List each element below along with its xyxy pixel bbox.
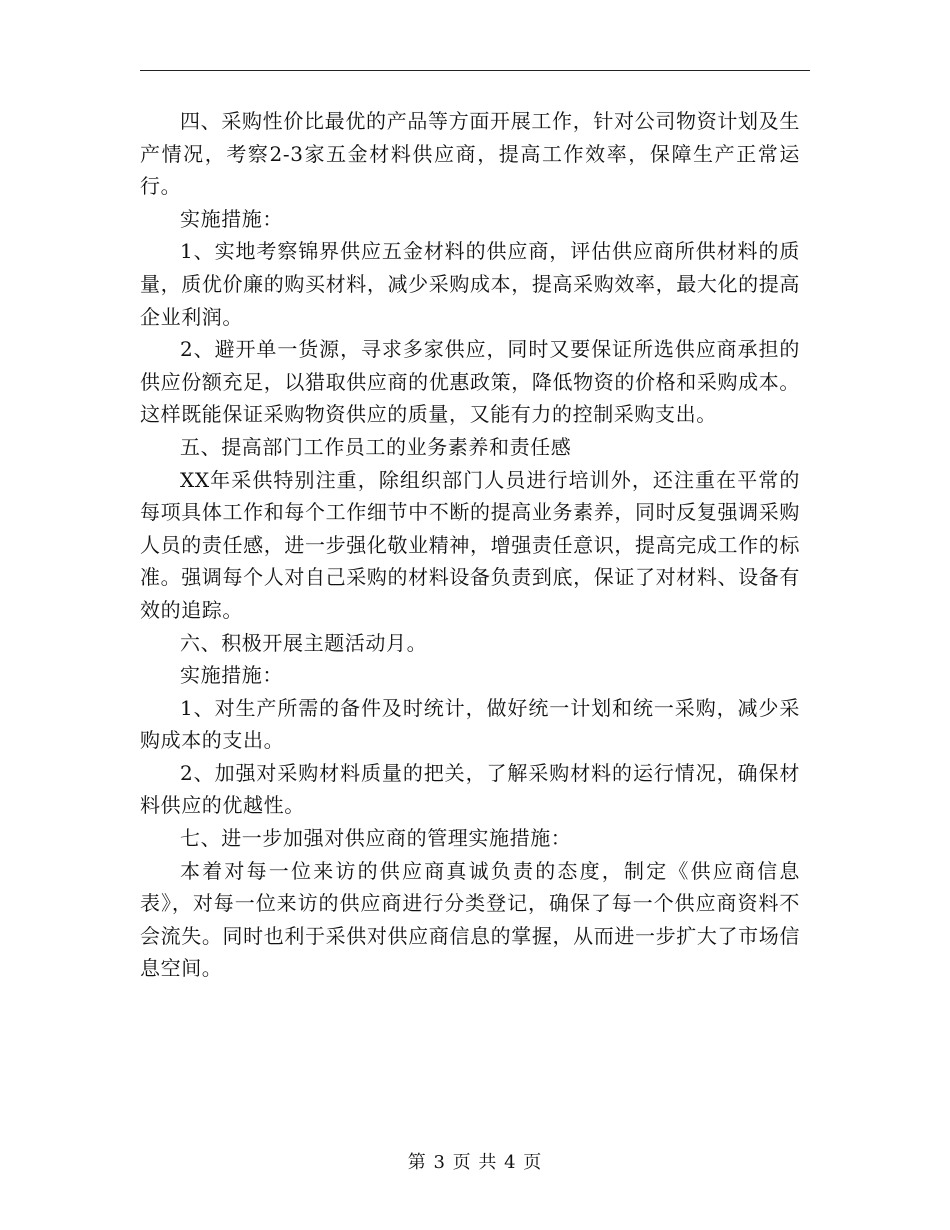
paragraph-section-7-body: 本着对每一位来访的供应商真诚负责的态度，制定《供应商信息表》，对每一位来访的供应商进行分类登记，确保了每一个供应商资料不会流失。同时也利于采供对供应商信息的掌握，从而进一步扩大了市场信息空间。 — [140, 858, 800, 981]
paragraph-measures-heading-2: 实施措施： — [180, 663, 283, 688]
paragraph-measure-6-2: 2、加强对采购材料质量的把关，了解采购材料的运行情况，确保材料供应的优越性。 — [140, 760, 800, 818]
paragraph-measure-6-1: 1、对生产所需的备件及时统计，做好统一计划和统一采购，减少采购成本的支出。 — [140, 695, 800, 753]
paragraph-measure-1: 1、实地考察锦界供应五金材料的供应商，评估供应商所供材料的质量，质优价廉的购买材料，减少采购成本，提高采购效率，最大化的提高企业利润。 — [140, 239, 800, 329]
paragraph-section-5-body: XX年采供特别注重，除组织部门人员进行培训外，还注重在平常的每项具体工作和每个工作细节中不断的提高业务素养，同时反复强调采购人员的责任感，进一步强化敬业精神，增强责任意识，提高完成工作的标准。强调每个人对自己采购的材料设备负责到底，保证了对材料、设备有效的追踪。 — [140, 467, 800, 622]
page-number-footer: 第 3 页 共 4 页 — [407, 1152, 543, 1173]
paragraph-section-5: 五、提高部门工作员工的业务素养和责任感 — [180, 434, 572, 459]
header-rule — [140, 70, 810, 71]
paragraph-section-4: 四、采购性价比最优的产品等方面开展工作，针对公司物资计划及生产情况，考察2-3家五金材料供应商，提高工作效率，保障生产正常运行。 — [140, 109, 800, 199]
paragraph-measures-heading: 实施措施： — [180, 206, 283, 231]
paragraph-section-6: 六、积极开展主题活动月。 — [180, 630, 428, 655]
paragraph-section-7: 七、进一步加强对供应商的管理实施措施： — [180, 826, 572, 851]
paragraph-measure-2: 2、避开单一货源，寻求多家供应，同时又要保证所选供应商承担的供应份额充足，以猎取供应商的优惠政策，降低物资的价格和采购成本。这样既能保证采购物资供应的质量，又能有力的控制采购支出。 — [140, 337, 800, 427]
body-text — [140, 105, 800, 985]
